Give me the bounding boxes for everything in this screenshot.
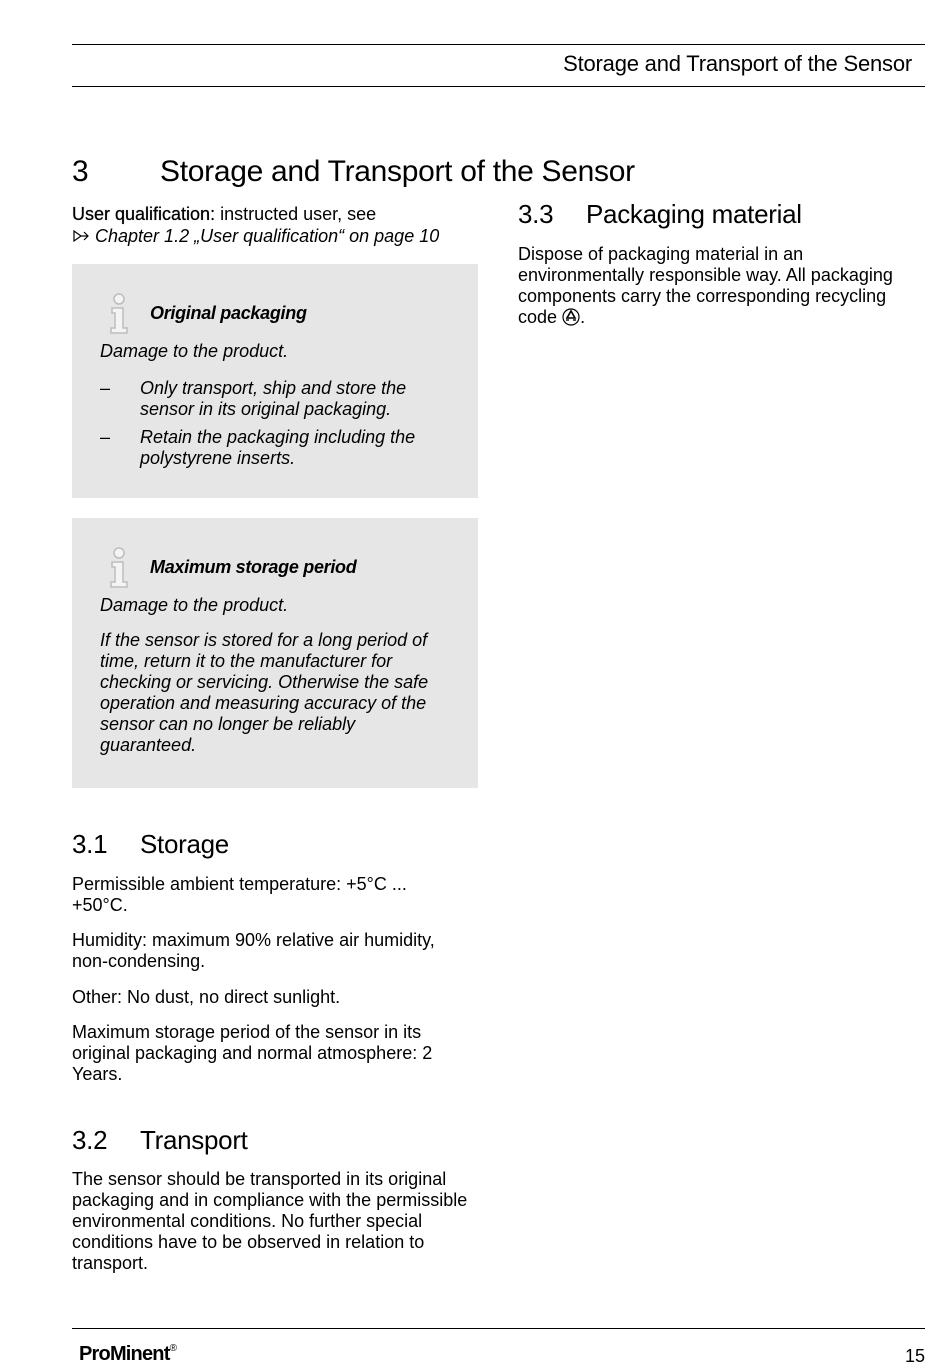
- chapter-title: [72, 155, 635, 189]
- section-title-text: Packaging material: [586, 199, 802, 229]
- prominent-logo: ProMinent®: [79, 1343, 177, 1365]
- storage-temperature: Permissible ambient temperature: +5°C ... +50°C.: [72, 874, 407, 915]
- transport-text: The sensor should be transported in its original packaging and in compliance with the permissible environmental conditions. No further special conditions have to be observed in relation to transport.: [72, 1169, 468, 1273]
- storage-other: Other: No dust, no direct sunlight.: [72, 987, 341, 1007]
- storage-humidity: Humidity: maximum 90% relative air humidity, non-condensing.: [72, 930, 435, 971]
- running-header: Storage and Transport of the Sensor: [563, 51, 912, 76]
- user-qualification-label: User qualification:: [72, 204, 216, 224]
- section-number: 3.2: [72, 1125, 108, 1155]
- section-title-text: Storage: [140, 829, 229, 859]
- packaging-text: Dispose of packaging material in an environmentally responsible way. All packaging components carry the corresponding recycling code .: [518, 244, 893, 327]
- section-title-text: Transport: [140, 1125, 248, 1155]
- notice-title: Original packaging: [150, 303, 307, 323]
- storage-max-period: Maximum storage period of the sensor in its original packaging and normal atmosphere: 2 Years.: [72, 1022, 433, 1084]
- recycle-icon: [562, 308, 580, 326]
- chapter-reference-link[interactable]: Chapter 1.2 „User qualification“ on page 10: [95, 226, 440, 246]
- notice-maximum-storage-period: [72, 518, 478, 788]
- notice-title: Maximum storage period: [150, 557, 357, 577]
- user-qualification-text: instructed user, see: [215, 204, 377, 224]
- list-item: – Only transport, ship and store the sensor in its original packaging.: [100, 378, 407, 419]
- notice-original-packaging: [72, 264, 478, 498]
- section-title-transport: [72, 1125, 248, 1156]
- notice-text: If the sensor is stored for a long period of time, return it to the manufacturer for checking or servicing. Otherwise the safe operation and measuring accuracy of the sensor can no longer be reliably guaranteed.: [100, 630, 429, 755]
- notice-intro: Damage to the product.: [100, 595, 289, 615]
- notice-intro: Damage to the product.: [100, 341, 289, 361]
- list-item: – Retain the packaging including the polystyrene inserts.: [100, 427, 416, 468]
- notice-list: [100, 378, 460, 476]
- section-title-storage: [72, 829, 229, 860]
- section-number: 3.1: [72, 829, 108, 859]
- info-icon: [104, 292, 134, 336]
- header-top-rule: [72, 44, 925, 45]
- header-bottom-rule: [72, 86, 925, 87]
- page-number: 15: [904, 1346, 925, 1366]
- user-qualification: [72, 203, 478, 247]
- footer-rule: [72, 1328, 925, 1329]
- reference-arrow-icon: [72, 226, 95, 246]
- section-number: 3.3: [518, 199, 554, 229]
- info-icon: [104, 546, 134, 590]
- section-title-packaging: [518, 199, 802, 230]
- chapter-title-text: Storage and Transport of the Sensor: [160, 155, 635, 188]
- chapter-number: 3: [72, 155, 89, 188]
